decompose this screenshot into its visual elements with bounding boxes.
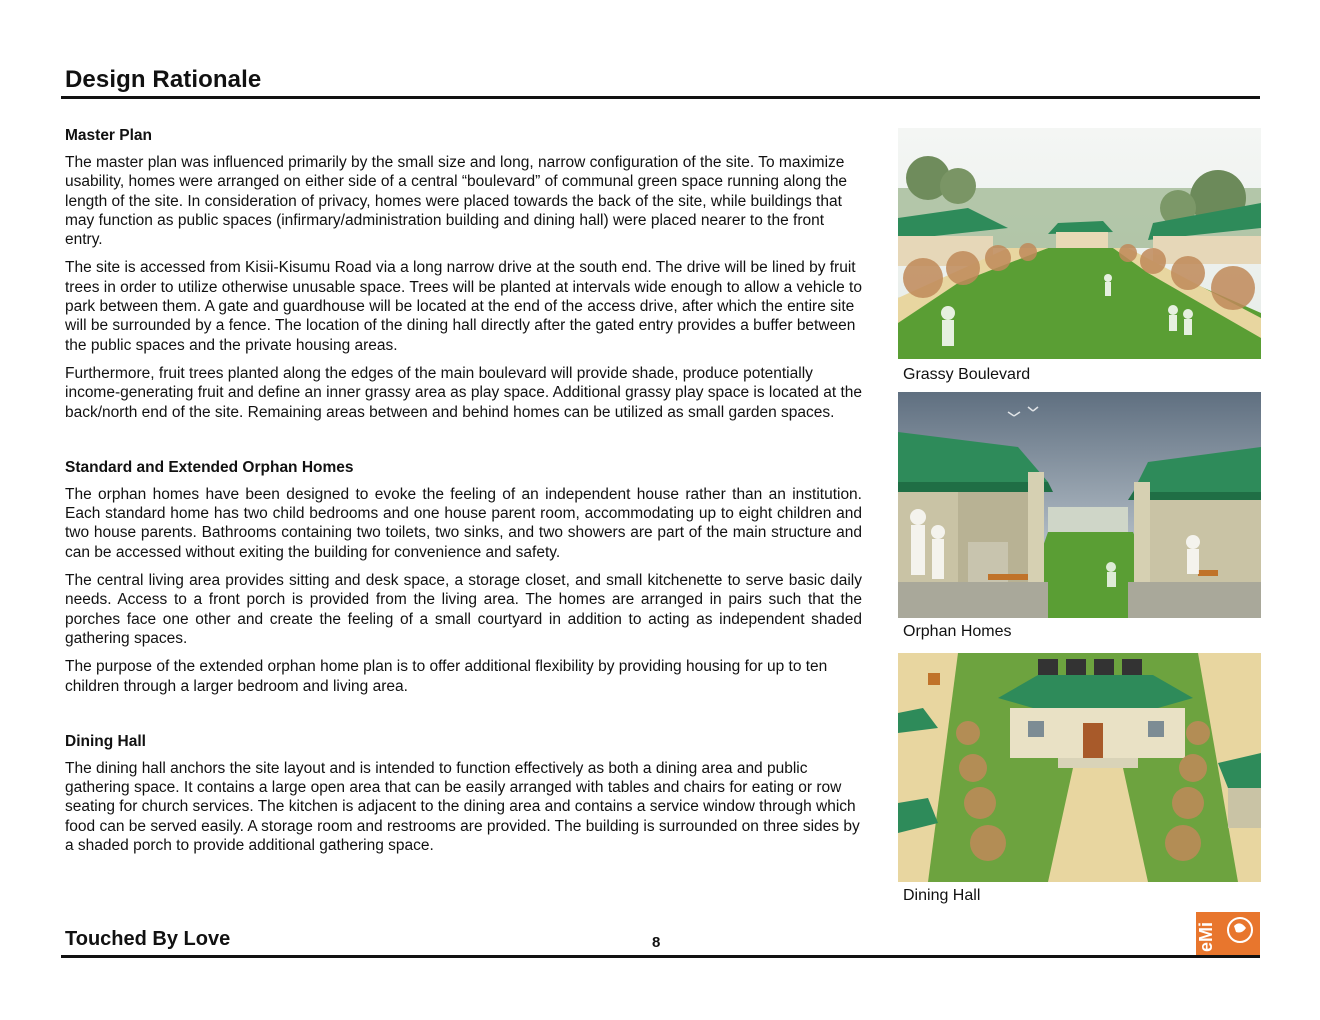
dining-hall-image <box>898 653 1261 882</box>
boulevard-caption: Grassy Boulevard <box>903 366 1031 383</box>
section-heading: Standard and Extended Orphan Homes <box>65 458 354 476</box>
paragraph: The central living area provides sitting and desk space, a storage closet, and small kitchenette to serve basic daily needs. Access to a front porch is provided from the living area. The homes are arranged in pairs such that the porches face one other and create the feeling of a small courtyard in addition to acting as independent shaded gathering spaces. <box>65 572 862 647</box>
page-number: 8 <box>652 934 661 951</box>
section-orphan-homes <box>65 458 862 696</box>
section-master-plan <box>65 126 862 422</box>
section-heading: Dining Hall <box>65 732 146 750</box>
svg-text:eMi: eMi <box>1196 921 1216 952</box>
footer-rule <box>61 955 1260 958</box>
page-title: Design Rationale <box>65 66 262 93</box>
dining-hall-caption: Dining Hall <box>903 887 981 904</box>
orphan-homes-caption: Orphan Homes <box>903 623 1012 640</box>
orphan-homes-image <box>898 392 1261 618</box>
paragraph: The dining hall anchors the site layout and is intended to function effectively as both a dining area and public gathering space. It contains a large open area that can be easily arranged with tables and chairs for eating or row seating for church services. The kitchen is adjacent to the dining area and contains a service window through which food can be served easily. A storage room and restrooms are provided. The building is surrounded on three sides by a shaded porch to provide additional gathering space. <box>65 759 860 855</box>
header-rule <box>61 96 1260 99</box>
emi-logo <box>1196 912 1260 956</box>
section-dining-hall <box>65 732 862 855</box>
paragraph: Furthermore, fruit trees planted along the edges of the main boulevard will provide shade, produce potentially income-generating fruit and define an inner grassy area as play space. Additional grassy play space is located at the back/north end of the site. Remaining areas between and behind homes can be utilized as small garden spaces. <box>65 364 863 421</box>
paragraph: The orphan homes have been designed to evoke the feeling of an independent house rather than an institution. Each standard home has two child bedrooms and one house parent room, accommodating up to eight children and two house parents. Bathrooms containing two toilets, two sinks, and two showers are part of the main structure and can be accessed without exiting the building for convenience and safety. <box>65 485 862 561</box>
paragraph: The purpose of the extended orphan home plan is to offer additional flexibility by providing housing for up to ten children through a larger bedroom and living area. <box>65 658 828 695</box>
boulevard-image <box>898 128 1261 359</box>
section-heading: Master Plan <box>65 127 153 144</box>
paragraph: The site is accessed from Kisii-Kisumu Road via a long narrow drive at the south end. The drive will be lined by fruit trees in order to utilize otherwise unusable space. Trees will be planted at intervals wide enough to allow a vehicle to park between them. A gate and guardhouse will be located at the end of the access drive, after which the entire site will be surrounded by a fence. The location of the dining hall directly after the gated entry provides a buffer between the public spaces and the private housing areas. <box>65 259 862 354</box>
footer-title: Touched By Love <box>65 928 231 950</box>
text-column <box>65 126 862 864</box>
paragraph: The master plan was influenced primarily by the small size and long, narrow configuration of the site. To maximize usability, homes were arranged on either side of a central “boulevard” of communal green space running along the length of the site. In consideration of privacy, homes were placed towards the back of the site, while buildings that may function as public spaces (infirmary/administration building and dining hall) were placed nearer to the front entry. <box>65 154 848 249</box>
